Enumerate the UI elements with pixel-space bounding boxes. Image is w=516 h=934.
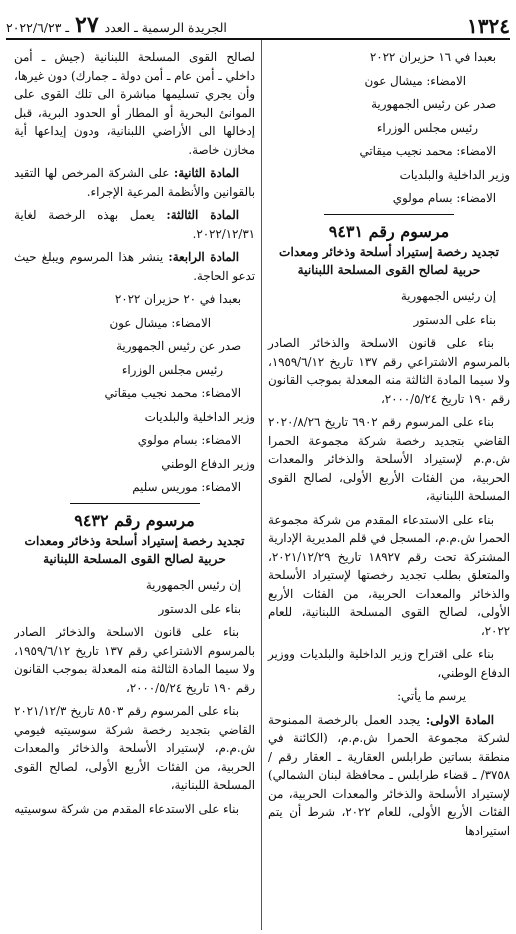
decree-9431-request: بناء على الاستدعاء المقدم من شركة مجموعة الحمرا ش.م.م، المسجل في قلم المديرية الإدارية المشتركة تحت رقم ١٨٩٢٧ تاريخ ٢٠٢١/١٢/٢٩، والمتعلق بطلب تجديد رخصتها لإستيراد الأسلحة والذخائر والمعدات الحربية، من الفئات الأربع الأولى، لصالح القوى المسلحة اللبنانية، للعام ٢٠٢٢، xyxy=(268,512,510,638)
decree-9431-article-1 xyxy=(268,711,510,841)
decree-9431-article-1-cont: لصالح القوى المسلحة اللبنانية (جيش ـ أمن داخلي ـ أمن عام ـ أمن دولة ـ جمارك) دون غيرها، وأن يجري تسليمها مباشرة الى تلك القوى على الموانئ البحرية أو المطار أو الحدود البرية، قبل إدخالها الى الأراضي اللبنانية، ودون إيداعها أية مخازن خاصة. xyxy=(14,50,255,157)
prev-decree-date: بعبدا في ١٦ حزيران ٢٠٢٢ xyxy=(369,50,496,64)
decree-9431-prior-decree: بناء على المرسوم رقم ٦٩٠٢ تاريخ ٢٠٢٠/٨/٢٦ القاضي بتجديد رخصة شركة مجموعة الحمرا ش.م.م لإستيراد الأسلحة والذخائر والمعدات الحربية، من الفئات الأربع الأولى، لصالح القوى المسلحة اللبنانية، xyxy=(268,415,510,503)
decree-9431-signature-president: الامضاء: ميشال عون xyxy=(109,315,211,330)
decree-9431-subtitle: تجديد رخصة إستيراد أسلحة وذخائر ومعدات حربية لصالح القوى المسلحة اللبنانية xyxy=(279,245,499,277)
decree-9432-request: بناء على الاستدعاء المقدم من شركة سوسيتيه xyxy=(14,801,239,816)
prev-signature-interior: الامضاء: بسام مولوي xyxy=(392,191,496,205)
decree-9432-title: مرسوم رقم ٩٤٣٢ xyxy=(74,510,195,530)
decree-9431-signature-pm-title: رئيس مجلس الوزراء xyxy=(121,362,223,377)
decree-9431-signature-defense: الامضاء: موريس سليم xyxy=(132,480,241,494)
decree-9431-date: بعبدا في ٢٠ حزيران ٢٠٢٢ xyxy=(114,292,241,306)
prev-signature-president: الامضاء: ميشال عون xyxy=(364,73,466,88)
issue-number: ٢٧ xyxy=(75,12,99,38)
decree-9431-article-4 xyxy=(14,248,255,285)
article-1-text: يجدد العمل بالرخصة الممنوحة لشركة مجموعة الحمرا ش.م.م، (الكائنة في منطقة بساتين طرابلس العقارية ـ العقار رقم /٣٧٥٨/ ـ قضاء طرابلس ـ محافظة لبنان الشمالي) لإستيراد الأسلحة والذخائر والمعدات الحربية، من الفئات الأربع الأولى، للعام ٢٠٢٢، شرط أن يتم استيرادها xyxy=(268,712,510,838)
issue-prefix: الجريدة الرسمية ـ العدد xyxy=(104,20,227,35)
decree-9431-signature-interior-title: وزير الداخلية والبلديات xyxy=(144,409,255,424)
article-3-text: يعمل بهذه الرخصة لغاية ٢٠٢٢/١٢/٣١. xyxy=(14,208,255,241)
article-2-text: على الشركة المرخص لها التقيد بالقوانين والأنظمة المرعية الإجراء. xyxy=(14,166,255,199)
article-4-label: المادة الرابعة: xyxy=(168,250,239,264)
decree-9431-constitution: بناء على الدستور xyxy=(413,312,496,327)
separator-rule xyxy=(324,214,454,215)
right-column xyxy=(262,40,510,930)
decree-9432-prior-decree: بناء على المرسوم رقم ٨٥٠٣ تاريخ ٢٠٢١/١٢/٣ القاضي بتجديد رخصة شركة سوسيتيه فيومي ش.م.م، لإستيراد الأسلحة والذخائر والمعدات الحربية، من الفئات الأربع الأولى، لصالح القوى المسلحة اللبنانية، xyxy=(14,704,255,792)
separator-rule xyxy=(70,503,200,504)
article-1-label: المادة الاولى: xyxy=(425,712,495,727)
decree-9431-article-3 xyxy=(14,206,255,243)
prev-signature-interior-title: وزير الداخلية والبلديات xyxy=(399,167,510,182)
decree-9431-signature-pm: الامضاء: محمد نجيب ميقاتي xyxy=(104,386,241,400)
decree-9431-proposal: بناء على اقتراح وزير الداخلية والبلديات ووزير الدفاع الوطني، xyxy=(268,647,510,680)
decree-9431-law: بناء على قانون الاسلحة والذخائر الصادر بالمرسوم الاشتراعي رقم ١٣٧ تاريخ ١٩٥٩/٦/١٢، ولا سيما المادة الثالثة منه المعدلة بموجب القانون رقم ١٩٠ تاريخ ٢٠٠٠/٥/٢٤، xyxy=(268,336,510,406)
prev-signature-pm: الامضاء: محمد نجيب ميقاتي xyxy=(359,144,496,158)
issue-info xyxy=(6,12,227,38)
decree-9432-law: بناء على قانون الاسلحة والذخائر الصادر بالمرسوم الاشتراعي رقم ١٣٧ تاريخ ١٩٥٩/٦/١٢، ولا سيما المادة الثالثة منه المعدلة بموجب القانون رقم ١٩٠ تاريخ ٢٠٠٠/٥/٢٤، xyxy=(14,625,255,695)
prev-signature-issued: صدر عن رئيس الجمهورية xyxy=(371,97,496,111)
decree-9431-signature-interior: الامضاء: بسام مولوي xyxy=(137,433,241,447)
issue-date: ـ ٢٠٢٢/٦/٢٣ xyxy=(6,20,70,35)
decree-9431-signature-defense-title: وزير الدفاع الوطني xyxy=(161,456,255,471)
decree-9431-signature-issued: صدر عن رئيس الجمهورية xyxy=(116,339,241,353)
decree-9431-president: إن رئيس الجمهورية xyxy=(400,289,496,303)
page-header xyxy=(6,4,510,40)
article-4-text: ينشر هذا المرسوم ويبلغ حيث تدعو الحاجة. xyxy=(14,250,255,283)
prev-signature-pm-title: رئيس مجلس الوزراء xyxy=(376,120,478,135)
decree-9432-subtitle: تجديد رخصة إستيراد أسلحة وذخائر ومعدات حربية لصالح القوى المسلحة اللبنانية xyxy=(24,534,245,566)
decree-9431-article-2 xyxy=(14,164,255,201)
columns xyxy=(6,40,510,930)
article-3-label: المادة الثالثة: xyxy=(166,208,239,222)
decree-9431-title: مرسوم رقم ٩٤٣١ xyxy=(328,221,450,241)
decree-9431-decrees: يرسم ما يأتي: xyxy=(397,689,466,703)
article-2-label: المادة الثانية: xyxy=(173,166,239,180)
decree-9432-constitution: بناء على الدستور xyxy=(158,601,241,616)
page-number: ١٣٢٤ xyxy=(467,14,510,38)
left-column xyxy=(14,40,262,930)
decree-9432-president: إن رئيس الجمهورية xyxy=(145,578,241,592)
